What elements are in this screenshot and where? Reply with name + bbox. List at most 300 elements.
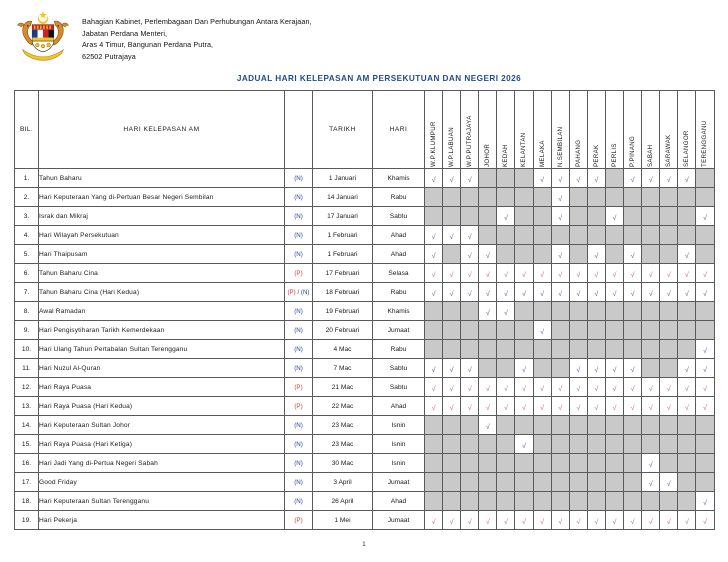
state-observed-cell xyxy=(461,264,479,283)
holiday-name-cell: Tahun Baharu Cina (Hari Kedua) xyxy=(39,283,285,302)
check-icon: √ xyxy=(485,403,490,412)
check-icon: √ xyxy=(702,517,707,526)
state-observed-cell xyxy=(497,302,515,321)
column-header-state xyxy=(551,91,569,169)
check-icon: √ xyxy=(522,365,526,374)
state-label: SABAH xyxy=(647,144,655,167)
state-not-observed-cell xyxy=(587,492,605,511)
check-icon: √ xyxy=(576,365,581,374)
state-not-observed-cell xyxy=(533,302,551,321)
check-icon: √ xyxy=(522,289,526,298)
check-icon: √ xyxy=(630,251,635,260)
state-not-observed-cell xyxy=(660,245,678,264)
holiday-date-cell: 18 Februari xyxy=(313,283,373,302)
state-not-observed-cell xyxy=(678,492,696,511)
check-icon: √ xyxy=(431,175,436,184)
state-label: PAHANG xyxy=(574,139,582,167)
tag-state: (P) xyxy=(294,269,303,277)
state-not-observed-cell xyxy=(461,416,479,435)
state-not-observed-cell xyxy=(443,245,461,264)
state-not-observed-cell xyxy=(660,321,678,340)
state-observed-cell xyxy=(642,473,660,492)
state-not-observed-cell xyxy=(533,340,551,359)
check-icon: √ xyxy=(522,441,526,450)
holiday-date-cell: 1 Februari xyxy=(313,245,373,264)
state-observed-cell xyxy=(624,511,642,530)
state-not-observed-cell xyxy=(569,435,587,454)
state-observed-cell xyxy=(587,283,605,302)
state-observed-cell xyxy=(425,283,443,302)
holiday-date-cell: 17 Januari xyxy=(313,207,373,226)
state-observed-cell xyxy=(569,511,587,530)
state-observed-cell xyxy=(497,511,515,530)
state-observed-cell xyxy=(443,226,461,245)
row-number-cell: 2. xyxy=(15,188,39,207)
state-observed-cell xyxy=(551,188,569,207)
holiday-type-tag xyxy=(285,302,313,321)
check-icon: √ xyxy=(648,384,653,393)
holiday-date-cell: 30 Mac xyxy=(313,454,373,473)
check-icon: √ xyxy=(594,365,599,374)
state-not-observed-cell xyxy=(696,188,714,207)
state-observed-cell xyxy=(642,511,660,530)
check-icon: √ xyxy=(467,403,472,412)
state-observed-cell xyxy=(443,169,461,188)
state-observed-cell xyxy=(696,283,714,302)
holiday-day-cell: Ahad xyxy=(373,397,425,416)
column-header-state xyxy=(443,91,461,169)
check-icon: √ xyxy=(431,403,436,412)
holiday-day-cell: Jumaat xyxy=(373,321,425,340)
check-icon: √ xyxy=(449,232,454,241)
table-row xyxy=(15,397,715,416)
state-not-observed-cell xyxy=(569,245,587,264)
state-not-observed-cell xyxy=(624,416,642,435)
holiday-day-cell: Jumaat xyxy=(373,511,425,530)
state-observed-cell xyxy=(551,169,569,188)
table-row xyxy=(15,473,715,492)
state-not-observed-cell xyxy=(605,169,623,188)
check-icon: √ xyxy=(666,479,671,488)
holiday-date-cell: 23 Mac xyxy=(313,435,373,454)
state-not-observed-cell xyxy=(425,188,443,207)
state-not-observed-cell xyxy=(533,226,551,245)
row-number-cell: 8. xyxy=(15,302,39,321)
column-header-state xyxy=(678,91,696,169)
row-number-cell: 9. xyxy=(15,321,39,340)
state-observed-cell xyxy=(660,264,678,283)
state-observed-cell xyxy=(425,264,443,283)
column-header-bil: BIL. xyxy=(15,91,39,169)
state-observed-cell xyxy=(533,169,551,188)
check-icon: √ xyxy=(666,403,671,412)
holiday-type-tag xyxy=(285,226,313,245)
holiday-date-cell: 21 Mac xyxy=(313,378,373,397)
row-number-cell: 17. xyxy=(15,473,39,492)
state-not-observed-cell xyxy=(497,321,515,340)
state-observed-cell xyxy=(551,245,569,264)
tag-federal: (N) xyxy=(294,364,303,372)
state-not-observed-cell xyxy=(479,454,497,473)
state-observed-cell xyxy=(515,397,533,416)
state-not-observed-cell xyxy=(551,302,569,321)
holiday-date-cell: 22 Mac xyxy=(313,397,373,416)
state-not-observed-cell xyxy=(515,473,533,492)
state-observed-cell xyxy=(642,283,660,302)
row-number-cell: 13. xyxy=(15,397,39,416)
state-not-observed-cell xyxy=(551,340,569,359)
state-not-observed-cell xyxy=(425,340,443,359)
state-observed-cell xyxy=(425,359,443,378)
state-not-observed-cell xyxy=(443,207,461,226)
state-not-observed-cell xyxy=(660,188,678,207)
tag-federal: (N) xyxy=(294,231,303,239)
state-not-observed-cell xyxy=(425,473,443,492)
state-not-observed-cell xyxy=(551,359,569,378)
state-observed-cell xyxy=(515,264,533,283)
holiday-day-cell: Rabu xyxy=(373,283,425,302)
state-not-observed-cell xyxy=(605,435,623,454)
tag-federal: (N) xyxy=(300,288,310,296)
check-icon: √ xyxy=(630,517,635,526)
state-not-observed-cell xyxy=(569,302,587,321)
table-row xyxy=(15,378,715,397)
holiday-name-cell: Hari Pengisytiharan Tarikh Kemerdekaan xyxy=(39,321,285,340)
table-row xyxy=(15,359,715,378)
state-not-observed-cell xyxy=(461,435,479,454)
state-not-observed-cell xyxy=(515,492,533,511)
state-not-observed-cell xyxy=(587,188,605,207)
check-icon: √ xyxy=(485,422,490,431)
state-not-observed-cell xyxy=(696,226,714,245)
row-number-cell: 10. xyxy=(15,340,39,359)
tag-federal: (N) xyxy=(294,440,303,448)
holiday-date-cell: 20 Februari xyxy=(313,321,373,340)
tag-federal: (N) xyxy=(294,345,303,353)
state-observed-cell xyxy=(515,359,533,378)
state-observed-cell xyxy=(696,340,714,359)
state-not-observed-cell xyxy=(569,226,587,245)
state-observed-cell xyxy=(660,473,678,492)
check-icon: √ xyxy=(485,308,490,317)
check-icon: √ xyxy=(558,270,563,279)
row-number-cell: 11. xyxy=(15,359,39,378)
tag-federal: (N) xyxy=(294,212,303,220)
check-icon: √ xyxy=(558,251,563,260)
state-not-observed-cell xyxy=(425,207,443,226)
check-icon: √ xyxy=(449,517,454,526)
state-label: KELANTAN xyxy=(520,131,528,167)
row-number-cell: 16. xyxy=(15,454,39,473)
holiday-day-cell: Isnin xyxy=(373,435,425,454)
state-observed-cell xyxy=(515,378,533,397)
state-observed-cell xyxy=(461,245,479,264)
state-observed-cell xyxy=(569,397,587,416)
holiday-day-cell: Khamis xyxy=(373,302,425,321)
state-not-observed-cell xyxy=(551,492,569,511)
state-observed-cell xyxy=(660,169,678,188)
state-not-observed-cell xyxy=(479,188,497,207)
state-observed-cell xyxy=(605,283,623,302)
check-icon: √ xyxy=(503,403,508,412)
state-not-observed-cell xyxy=(515,454,533,473)
state-observed-cell xyxy=(425,397,443,416)
state-not-observed-cell xyxy=(605,492,623,511)
state-label: P.PINANG xyxy=(629,135,637,167)
state-not-observed-cell xyxy=(587,226,605,245)
state-not-observed-cell xyxy=(533,188,551,207)
column-header-date: TARIKH xyxy=(313,91,373,169)
holiday-type-tag xyxy=(285,511,313,530)
state-not-observed-cell xyxy=(642,340,660,359)
state-not-observed-cell xyxy=(425,435,443,454)
check-icon: √ xyxy=(666,270,671,279)
check-icon: √ xyxy=(467,517,472,526)
column-header-state xyxy=(497,91,515,169)
state-not-observed-cell xyxy=(497,245,515,264)
check-icon: √ xyxy=(558,194,563,203)
state-observed-cell xyxy=(515,283,533,302)
check-icon: √ xyxy=(576,270,581,279)
check-icon: √ xyxy=(666,289,671,298)
state-not-observed-cell xyxy=(497,340,515,359)
tag-federal: (N) xyxy=(294,326,303,334)
state-not-observed-cell xyxy=(443,416,461,435)
state-observed-cell xyxy=(569,359,587,378)
check-icon: √ xyxy=(666,384,671,393)
state-not-observed-cell xyxy=(624,473,642,492)
state-observed-cell xyxy=(605,378,623,397)
state-not-observed-cell xyxy=(425,492,443,511)
state-not-observed-cell xyxy=(642,188,660,207)
holiday-name-cell: Hari Raya Puasa (Hari Kedua) xyxy=(39,397,285,416)
state-observed-cell xyxy=(515,511,533,530)
state-not-observed-cell xyxy=(605,416,623,435)
holiday-type-tag xyxy=(285,321,313,340)
state-not-observed-cell xyxy=(696,473,714,492)
check-icon: √ xyxy=(576,175,581,184)
state-not-observed-cell xyxy=(696,245,714,264)
check-icon: √ xyxy=(503,289,508,298)
holiday-date-cell: 23 Mac xyxy=(313,416,373,435)
check-icon: √ xyxy=(594,175,599,184)
state-observed-cell xyxy=(425,169,443,188)
holiday-name-cell: Hari Thaipusam xyxy=(39,245,285,264)
state-observed-cell xyxy=(605,397,623,416)
state-observed-cell xyxy=(678,264,696,283)
check-icon: √ xyxy=(467,175,472,184)
check-icon: √ xyxy=(540,289,545,298)
check-icon: √ xyxy=(702,346,707,355)
table-row xyxy=(15,340,715,359)
holiday-type-tag xyxy=(285,492,313,511)
state-observed-cell xyxy=(533,264,551,283)
holiday-type-tag xyxy=(285,245,313,264)
state-observed-cell xyxy=(696,492,714,511)
state-not-observed-cell xyxy=(642,435,660,454)
state-not-observed-cell xyxy=(624,340,642,359)
malaysia-coat-of-arms-icon xyxy=(14,10,72,62)
state-not-observed-cell xyxy=(515,245,533,264)
state-not-observed-cell xyxy=(696,321,714,340)
holiday-date-cell: 1 Februari xyxy=(313,226,373,245)
row-number-cell: 18. xyxy=(15,492,39,511)
check-icon: √ xyxy=(576,517,581,526)
tag-state: (P) xyxy=(294,383,303,391)
table-row xyxy=(15,226,715,245)
state-observed-cell xyxy=(425,378,443,397)
state-not-observed-cell xyxy=(443,435,461,454)
holiday-name-cell: Tahun Baharu xyxy=(39,169,285,188)
check-icon: √ xyxy=(540,175,545,184)
state-not-observed-cell xyxy=(569,321,587,340)
state-not-observed-cell xyxy=(569,473,587,492)
state-observed-cell xyxy=(696,359,714,378)
state-not-observed-cell xyxy=(696,169,714,188)
check-icon: √ xyxy=(540,384,545,393)
check-icon: √ xyxy=(612,365,617,374)
check-icon: √ xyxy=(684,403,689,412)
check-icon: √ xyxy=(630,270,635,279)
check-icon: √ xyxy=(449,403,454,412)
check-icon: √ xyxy=(467,232,472,241)
state-observed-cell xyxy=(624,397,642,416)
check-icon: √ xyxy=(467,289,472,298)
state-not-observed-cell xyxy=(533,359,551,378)
state-not-observed-cell xyxy=(642,302,660,321)
state-not-observed-cell xyxy=(533,416,551,435)
state-not-observed-cell xyxy=(551,454,569,473)
state-observed-cell xyxy=(678,511,696,530)
state-not-observed-cell xyxy=(642,359,660,378)
state-not-observed-cell xyxy=(678,226,696,245)
state-observed-cell xyxy=(587,359,605,378)
row-number-cell: 1. xyxy=(15,169,39,188)
state-not-observed-cell xyxy=(696,454,714,473)
state-not-observed-cell xyxy=(605,226,623,245)
check-icon: √ xyxy=(648,460,653,469)
letterhead-address xyxy=(82,10,312,63)
state-observed-cell xyxy=(479,378,497,397)
column-header-state xyxy=(696,91,714,169)
check-icon: √ xyxy=(540,403,545,412)
state-not-observed-cell xyxy=(696,302,714,321)
state-not-observed-cell xyxy=(678,473,696,492)
check-icon: √ xyxy=(702,289,707,298)
check-icon: √ xyxy=(558,213,563,222)
state-not-observed-cell xyxy=(479,340,497,359)
state-not-observed-cell xyxy=(551,226,569,245)
state-not-observed-cell xyxy=(587,321,605,340)
state-not-observed-cell xyxy=(642,245,660,264)
state-not-observed-cell xyxy=(678,321,696,340)
row-number-cell: 12. xyxy=(15,378,39,397)
state-not-observed-cell xyxy=(587,416,605,435)
state-not-observed-cell xyxy=(587,302,605,321)
check-icon: √ xyxy=(558,384,563,393)
address-line: Bahagian Kabinet, Perlembagaan Dan Perhubungan Antara Kerajaan, xyxy=(82,17,312,26)
state-observed-cell xyxy=(678,245,696,264)
check-icon: √ xyxy=(503,213,508,222)
holiday-type-tag xyxy=(285,283,313,302)
table-row xyxy=(15,169,715,188)
state-not-observed-cell xyxy=(660,359,678,378)
check-icon: √ xyxy=(431,365,436,374)
row-number-cell: 4. xyxy=(15,226,39,245)
check-icon: √ xyxy=(684,270,689,279)
state-not-observed-cell xyxy=(605,454,623,473)
state-observed-cell xyxy=(642,454,660,473)
state-not-observed-cell xyxy=(515,169,533,188)
tag-federal: (N) xyxy=(294,193,303,201)
state-not-observed-cell xyxy=(605,188,623,207)
state-observed-cell xyxy=(642,264,660,283)
holiday-day-cell: Selasa xyxy=(373,264,425,283)
state-not-observed-cell xyxy=(497,226,515,245)
tag-federal: (N) xyxy=(294,250,303,258)
state-observed-cell xyxy=(497,283,515,302)
tag-state: (P) xyxy=(294,402,303,410)
holiday-day-cell: Ahad xyxy=(373,245,425,264)
holiday-type-tag xyxy=(285,397,313,416)
table-row xyxy=(15,416,715,435)
tag-federal: (N) xyxy=(294,174,303,182)
state-observed-cell xyxy=(569,169,587,188)
table-row xyxy=(15,302,715,321)
state-not-observed-cell xyxy=(642,321,660,340)
state-observed-cell xyxy=(551,264,569,283)
check-icon: √ xyxy=(594,270,599,279)
state-label: JOHOR xyxy=(484,143,492,167)
state-observed-cell xyxy=(497,264,515,283)
state-observed-cell xyxy=(696,264,714,283)
state-observed-cell xyxy=(461,283,479,302)
check-icon: √ xyxy=(684,251,689,260)
row-number-cell: 3. xyxy=(15,207,39,226)
check-icon: √ xyxy=(630,175,635,184)
state-observed-cell xyxy=(479,511,497,530)
holiday-day-cell: Khamis xyxy=(373,169,425,188)
state-not-observed-cell xyxy=(551,321,569,340)
state-not-observed-cell xyxy=(624,207,642,226)
column-header-state xyxy=(461,91,479,169)
holiday-day-cell: Ahad xyxy=(373,226,425,245)
holiday-name-cell: Israk dan Mikraj xyxy=(39,207,285,226)
holiday-type-tag xyxy=(285,416,313,435)
holiday-name-cell: Hari Ulang Tahun Pertabalan Sultan Terengganu xyxy=(39,340,285,359)
state-observed-cell xyxy=(479,264,497,283)
holiday-date-cell: 26 April xyxy=(313,492,373,511)
holiday-date-cell: 14 Januari xyxy=(313,188,373,207)
check-icon: √ xyxy=(702,270,707,279)
check-icon: √ xyxy=(522,384,526,393)
check-icon: √ xyxy=(485,384,490,393)
holiday-day-cell: Rabu xyxy=(373,340,425,359)
state-not-observed-cell xyxy=(461,340,479,359)
check-icon: √ xyxy=(666,175,671,184)
state-not-observed-cell xyxy=(678,340,696,359)
state-observed-cell xyxy=(696,511,714,530)
check-icon: √ xyxy=(612,289,617,298)
state-observed-cell xyxy=(660,283,678,302)
holiday-name-cell: Good Friday xyxy=(39,473,285,492)
state-observed-cell xyxy=(443,397,461,416)
state-not-observed-cell xyxy=(642,226,660,245)
column-header-holiday-name: HARI KELEPASAN AM xyxy=(39,91,285,169)
row-number-cell: 14. xyxy=(15,416,39,435)
state-observed-cell xyxy=(551,397,569,416)
state-observed-cell xyxy=(443,264,461,283)
